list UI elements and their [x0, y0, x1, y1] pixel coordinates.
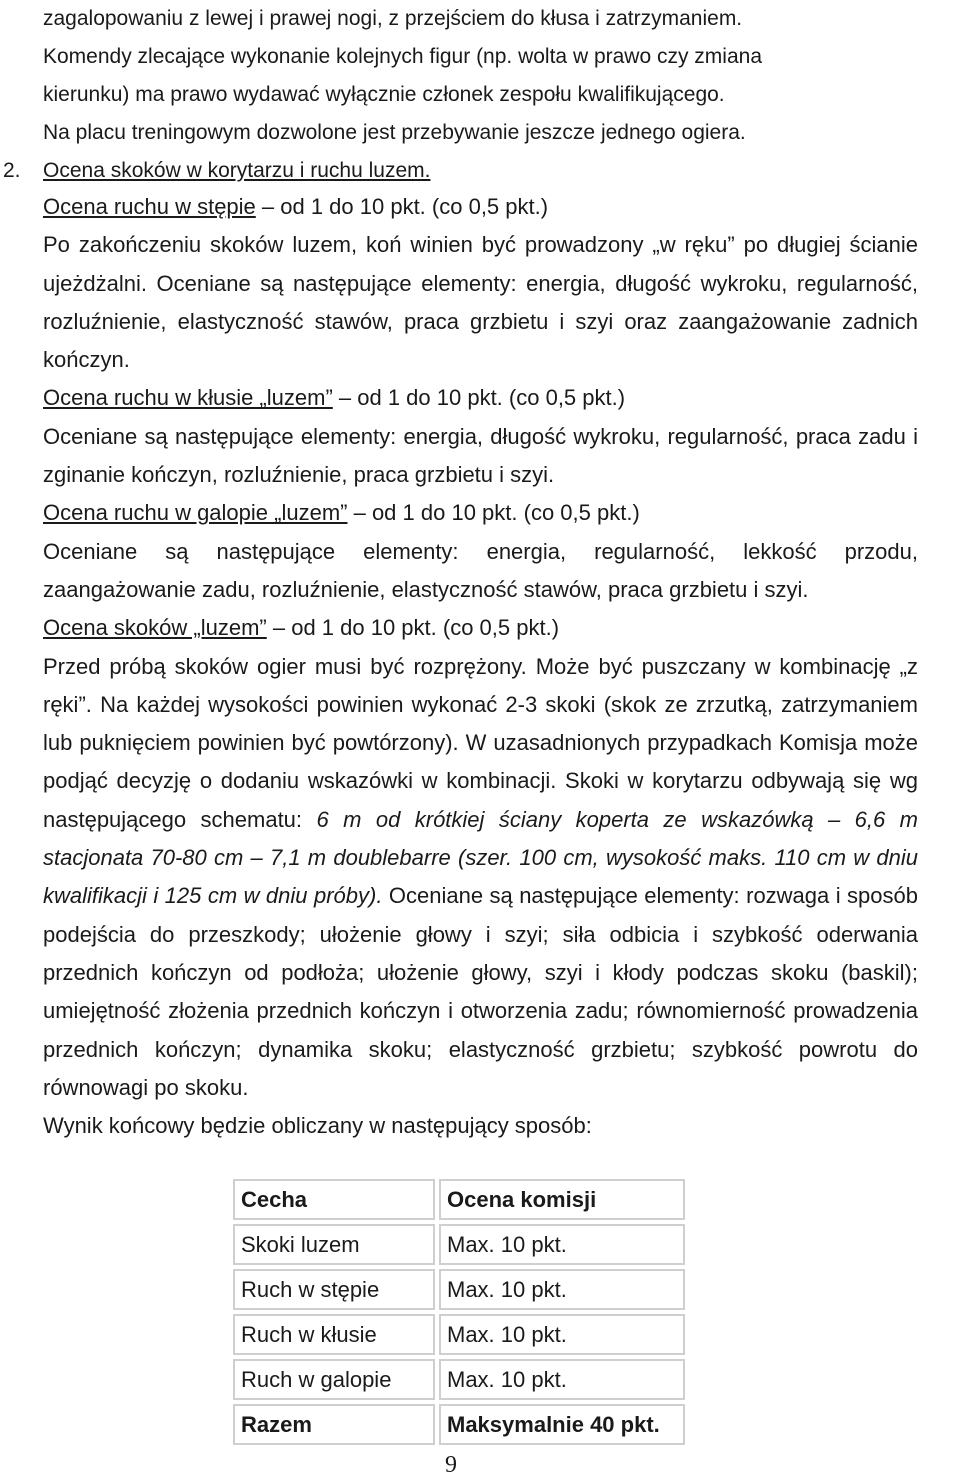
table-header-row: [233, 1179, 685, 1220]
table-total-cell: Maksymalnie 40 pkt.: [439, 1404, 685, 1445]
section-klus-heading-rest: – od 1 do 10 pkt. (co 0,5 pkt.): [332, 385, 626, 411]
document-body: [43, 188, 918, 1145]
item-title-block: [43, 152, 923, 190]
table-cell: Max. 10 pkt.: [439, 1269, 685, 1310]
table-header-cell: Ocena komisji: [439, 1179, 685, 1220]
section-step-heading-link: Ocena ruchu w stępie: [43, 194, 256, 219]
table-cell: Skoki luzem: [233, 1224, 435, 1265]
section-skoki-heading-rest: – od 1 do 10 pkt. (co 0,5 pkt.): [266, 615, 560, 641]
intro-block: [43, 0, 923, 152]
intro-line-4: Na placu treningowym dozwolone jest przebywanie jeszcze jednego ogiera.: [43, 121, 746, 144]
section-skoki-text: [43, 648, 918, 1108]
results-table: [229, 1175, 689, 1449]
intro-line-1: zagalopowaniu z lewej i prawej nogi, z przejściem do kłusa i zatrzymaniem.: [43, 7, 743, 30]
section-galop-heading: [43, 494, 918, 532]
section-galop-heading-rest: – od 1 do 10 pkt. (co 0,5 pkt.): [347, 500, 640, 526]
table-total-cell: Razem: [233, 1404, 435, 1445]
section-klus-heading: [43, 379, 918, 417]
section-step-heading-rest: – od 1 do 10 pkt. (co 0,5 pkt.): [255, 194, 549, 219]
result-intro: Wynik końcowy będzie obliczany w następujący sposób:: [43, 1113, 592, 1139]
table-cell: Max. 10 pkt.: [439, 1224, 685, 1265]
table-header-cell: Cecha: [233, 1179, 435, 1220]
section-skoki-heading: [43, 609, 918, 647]
section-galop-text: Oceniane są następujące elementy: energia, regularność, lekkość przodu, zaangażowanie zadu, rozluźnienie, elastyczność stawów, praca grzbietu i szyi.: [43, 538, 918, 602]
section-step-text: Po zakończeniu skoków luzem, koń winien być prowadzony „w ręku” po długiej ścianie ujeżdżalni. Oceniane są następujące elementy: energia, długość wykroku, regularność, rozluźnienie, elastyczność stawów, praca grzbietu i szyi oraz zaangażowanie zadnich kończyn.: [43, 232, 918, 373]
intro-line-3: kierunku) ma prawo wydawać wyłącznie członek zespołu kwalifikującego.: [43, 83, 725, 106]
table-cell: Ruch w kłusie: [233, 1314, 435, 1355]
table-cell: Ruch w stępie: [233, 1269, 435, 1310]
table-row: [233, 1224, 685, 1265]
table-row: [233, 1269, 685, 1310]
page-number: 9: [445, 1452, 457, 1478]
section-skoki-text-italic: 6 m od krótkiej ściany koperta ze wskazówką – 6,6 m stacjonata 70-80 cm – 7,1 m doublebarre (szer. 100 cm, wysokość maks. 110 cm w dniu kwalifikacji i 125 cm w dniu próby).: [43, 806, 918, 909]
table-cell: Max. 10 pkt.: [439, 1314, 685, 1355]
table-cell: Max. 10 pkt.: [439, 1359, 685, 1400]
section-step-heading: [43, 188, 918, 226]
table-cell: Ruch w galopie: [233, 1359, 435, 1400]
intro-line-2: Komendy zlecające wykonanie kolejnych figur (np. wolta w prawo czy zmiana: [43, 45, 763, 68]
section-galop-heading-link: Ocena ruchu w galopie „luzem”: [43, 500, 348, 526]
section-klus-text: Oceniane są następujące elementy: energia, długość wykroku, regularność, praca zadu i zginanie kończyn, rozluźnienie, praca grzbietu i szyi.: [43, 423, 918, 488]
section-skoki-text-a: Przed próbą skoków ogier musi być rozprężony. Może być puszczany w kombinację „z ręki”. Na każdej wysokości powinien wykonać 2-3 skoki (skok ze zrzutką, zatrzymaniem lub puknięciem powinien być powtórzony). W uzasadnionych przypadkach Komisja może podjąć decyzję o dodaniu wskazówki w kombinacji. Skoki w korytarzu odbywają się wg następującego schematu:: [43, 653, 918, 832]
section-skoki-heading-link: Ocena skoków „luzem”: [43, 615, 267, 641]
section-klus-heading-link: Ocena ruchu w kłusie „luzem”: [43, 385, 333, 411]
item-number: 2.: [3, 159, 21, 182]
table-row: [233, 1314, 685, 1355]
item-title: Ocena skoków w korytarzu i ruchu luzem.: [43, 159, 431, 182]
table-total-row: [233, 1404, 685, 1445]
table-row: [233, 1359, 685, 1400]
section-skoki-text-b: Oceniane są następujące elementy: rozwaga i sposób podejścia do przeszkody; ułożenie głowy i szyi; siła odbicia i szybkość oderwania przednich kończyn od podłoża; ułożenie głowy, szyi i kłody podczas skoku (baskil); umiejętność złożenia przednich kończyn i otworzenia zadu; równomierność prowadzenia przednich kończyn; dynamika skoku; elastyczność grzbietu; szybkość powrotu do równowagi po skoku.: [43, 883, 918, 1100]
